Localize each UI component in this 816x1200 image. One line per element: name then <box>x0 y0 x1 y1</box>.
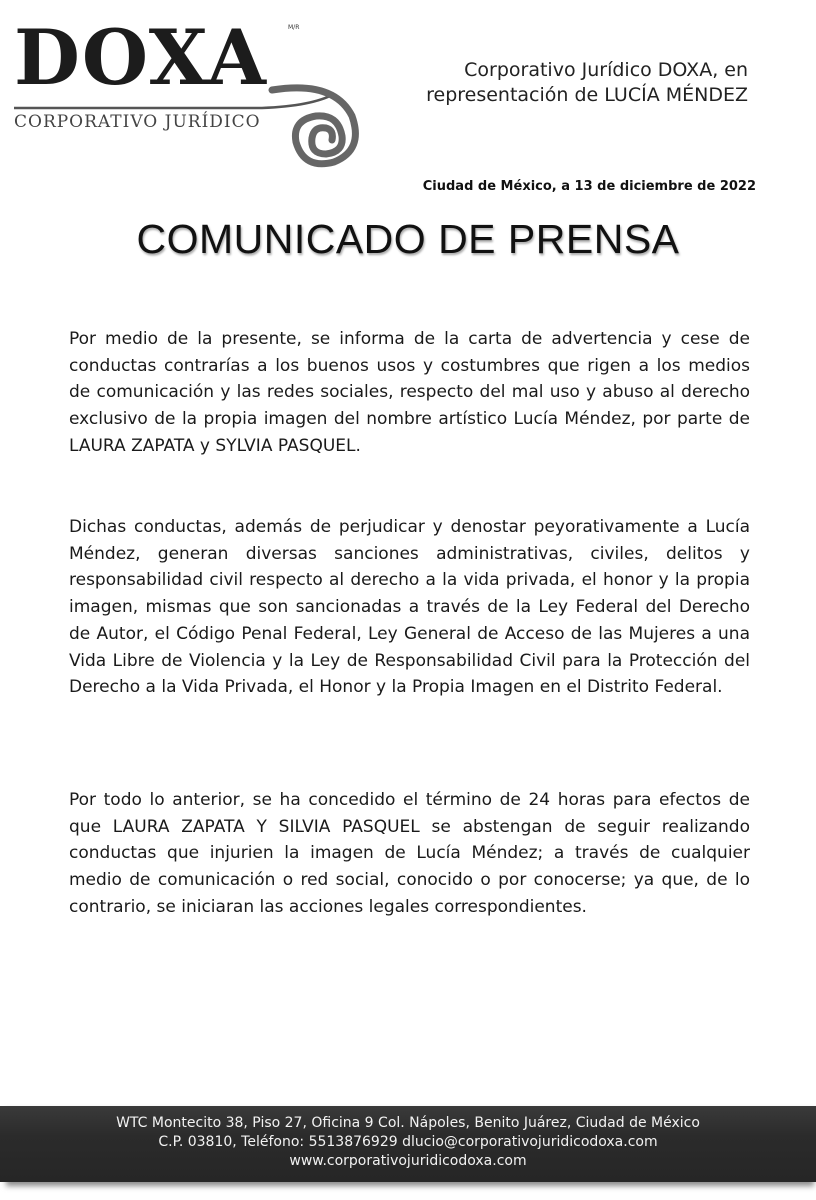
header-line-1: Corporativo Jurídico DOXA, en <box>464 59 748 81</box>
footer-website: www.corporativojuridicodoxa.com <box>289 1153 527 1169</box>
header-line-2: representación de LUCÍA MÉNDEZ <box>426 84 748 106</box>
logo-sweep-line <box>14 94 334 108</box>
logo-subtitle: CORPORATIVO JURÍDICO <box>14 112 261 132</box>
logo-trademark-mark: M/R <box>288 24 300 31</box>
logo-spiral-path <box>272 88 355 164</box>
body-paragraph-3: Por todo lo anterior, se ha concedido el término de 24 horas para efectos de que LAURA ZAPATA Y SILVIA PASQUEL se abstengan de seguir realizando conductas que injurien la imagen de Lucía Méndez; a través de cualquier medio de comunicación o red social, conocido o por conocerse; ya que, de lo contrario, se iniciaran las acciones legales correspondientes. <box>69 790 750 917</box>
body-paragraph-2: Dichas conductas, además de perjudicar y denostar peyorativamente a Lucía Méndez, generan diversas sanciones administrativas, civiles, delitos y responsabilidad civil respecto al derecho a la vida privada, el honor y la propia imagen, mismas que son sancionadas a través de la Ley Federal del Derecho de Autor, el Código Penal Federal, Ley General de Acceso de las Mujeres a una Vida Libre de Violencia y la Ley de Responsabilidad Civil para la Protección del Derecho a la Vida Privada, el Honor y la Propia Imagen en el Distrito Federal. <box>69 517 750 698</box>
header-representation <box>426 58 748 108</box>
footer-bar <box>0 1106 816 1182</box>
doxa-logo <box>12 13 368 170</box>
spiral-swirl-icon <box>12 13 368 170</box>
document-date: Ciudad de México, a 13 de diciembre de 2022 <box>422 179 756 194</box>
body-paragraph-1: Por medio de la presente, se informa de la carta de advertencia y cese de conductas contrarías a los buenos usos y costumbres que rigen a los medios de comunicación y las redes sociales, respecto del mal uso y abuso al derecho exclusivo de la propia imagen del nombre artístico Lucía Méndez, por parte de LAURA ZAPATA y SYLVIA PASQUEL. <box>69 329 750 456</box>
logo-wordmark: DOXA <box>14 13 268 102</box>
footer-contact: C.P. 03810, Teléfono: 5513876929 dlucio@corporativojuridicodoxa.com <box>158 1134 658 1150</box>
footer-address: WTC Montecito 38, Piso 27, Oficina 9 Col. Nápoles, Benito Juárez, Ciudad de México <box>116 1115 700 1131</box>
document-title: COMUNICADO DE PRENSA <box>136 216 680 262</box>
